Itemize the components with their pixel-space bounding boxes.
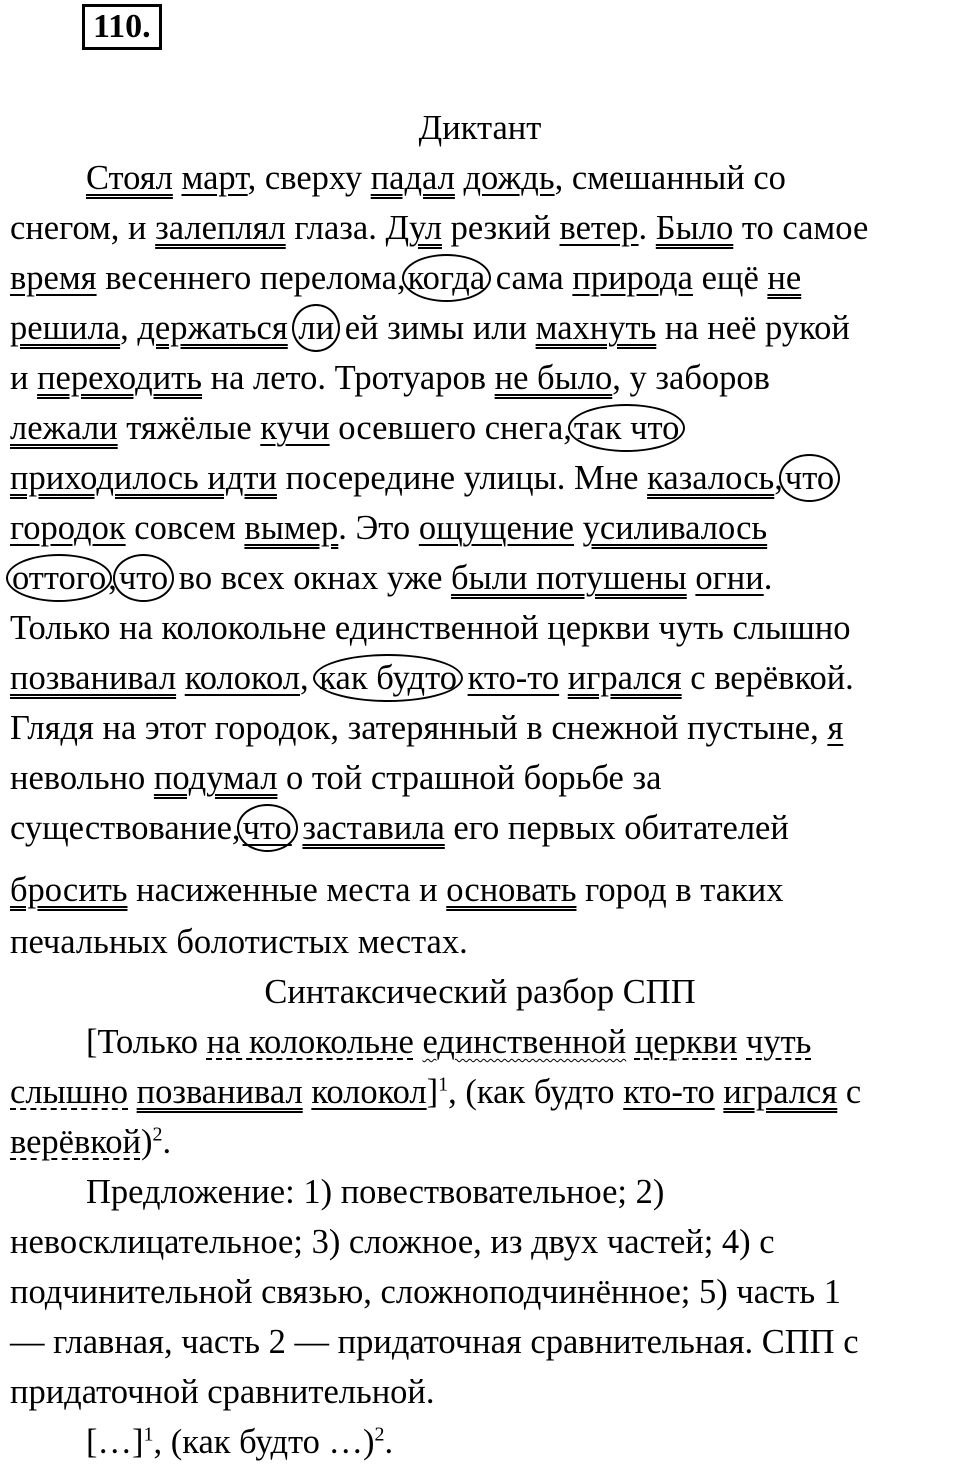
analysis-line-1	[86, 1022, 811, 1062]
text: Глядя на этот городок, затерянный в снежной пустыне,	[10, 709, 828, 747]
object: верёвкой	[10, 1123, 141, 1161]
object: церкви	[634, 1023, 738, 1061]
text: , сверху	[247, 159, 371, 197]
text: сама	[487, 259, 573, 297]
text: [Только	[86, 1023, 207, 1061]
dictation-title: Диктант	[418, 109, 542, 147]
circled-conjunction: как будто	[313, 654, 463, 702]
predicate: падал	[370, 159, 455, 197]
circled-conjunction: что	[779, 454, 840, 502]
predicate: держаться	[137, 309, 288, 347]
text-line-11	[10, 658, 854, 698]
predicate: приходилось идти	[10, 459, 277, 497]
text: , (как будто	[448, 1073, 624, 1111]
subject: кто-то	[467, 659, 560, 697]
text-line-16: печальных болотистых местах.	[10, 923, 468, 961]
text: насиженные места и	[127, 871, 447, 909]
characteristic-line-3: подчинительной связью, сложноподчинённое; 5) часть 1	[10, 1273, 842, 1311]
predicate: основать	[446, 871, 577, 909]
predicate: решила	[10, 309, 121, 347]
predicate: казалось	[647, 459, 775, 497]
subject: природа	[572, 259, 693, 297]
subject: ощущение	[418, 509, 574, 547]
characteristic-line-1: Предложение: 1) повествовательное; 2)	[86, 1173, 665, 1211]
text: тяжёлые	[117, 409, 261, 447]
text: ей зимы или	[336, 309, 536, 347]
predicate: не было	[494, 359, 613, 397]
text: ,	[120, 309, 138, 347]
text: город в таких	[576, 871, 784, 909]
text-line-3	[10, 258, 801, 298]
circled-word: оттого	[6, 554, 112, 602]
predicate: не	[767, 259, 802, 297]
text: его первых обитателей	[444, 809, 789, 847]
predicate: усиливалось	[582, 509, 768, 547]
predicate: игрался	[567, 659, 682, 697]
predicate: позванивал	[136, 1073, 303, 1111]
subject: колокол	[311, 1073, 427, 1111]
text-line-1	[86, 158, 786, 198]
subject: кто-то	[623, 1073, 715, 1111]
predicate: позванивал	[10, 659, 177, 697]
predicate: Стоял	[86, 159, 173, 197]
text: .	[763, 559, 773, 597]
main-clause-bracket: […]	[86, 1423, 144, 1461]
text	[128, 1073, 137, 1111]
text: невольно	[10, 759, 154, 797]
attribute: единственной	[422, 1023, 627, 1061]
text: ]	[426, 1073, 439, 1111]
subject: городок	[10, 509, 126, 547]
circled-subject-word: что	[237, 804, 298, 852]
text: глаза.	[285, 209, 386, 247]
predicate: махнуть	[535, 309, 657, 347]
subordinate-clause-bracket: , (как будто …)	[153, 1423, 375, 1461]
text-line-7	[10, 458, 836, 498]
predicate: лежали	[10, 409, 118, 447]
predicate: заставила	[302, 809, 445, 847]
text-line-14	[10, 808, 789, 848]
subject: огни	[695, 559, 764, 597]
text: на лето. Тротуаров	[202, 359, 495, 397]
text: , у заборов	[612, 359, 770, 397]
predicate: Было	[655, 209, 734, 247]
analysis-line-2	[10, 1072, 861, 1112]
text-line-4	[10, 308, 850, 348]
adverbial: на колокольне	[206, 1023, 414, 1061]
analysis-line-3	[10, 1122, 171, 1162]
text	[176, 659, 185, 697]
text	[626, 1023, 635, 1061]
part-index: 2	[374, 1423, 385, 1446]
text: существование,	[10, 809, 241, 847]
subject: колокол	[184, 659, 301, 697]
text: совсем	[125, 509, 245, 547]
text: то самое	[733, 209, 869, 247]
predicate: Дул	[385, 209, 442, 247]
circled-particle: ли	[292, 304, 340, 352]
text-line-13	[10, 758, 661, 798]
circled-conjunction: когда	[402, 254, 492, 302]
text: ,	[774, 459, 783, 497]
text: посередине улицы. Мне	[276, 459, 648, 497]
subject: март	[181, 159, 248, 197]
characteristic-line-5: придаточной сравнительной.	[10, 1373, 435, 1411]
text: весеннего перелома,	[96, 259, 406, 297]
text: с	[837, 1073, 862, 1111]
text: ещё	[692, 259, 768, 297]
text: с верёвкой.	[681, 659, 854, 697]
text: резкий	[441, 209, 560, 247]
text-line-6	[10, 408, 681, 448]
predicate: переходить	[37, 359, 202, 397]
characteristic-line-4: — главная, часть 2 — придаточная сравнительная. СПП с	[10, 1323, 859, 1361]
text: и	[10, 359, 38, 397]
circled-conjunction: что	[113, 554, 174, 602]
subject: дождь	[463, 159, 555, 197]
text: .	[638, 209, 656, 247]
adverbial: слышно	[10, 1073, 128, 1111]
subject: кучи	[260, 409, 330, 447]
text-line-9	[10, 558, 772, 598]
part-index: 1	[438, 1073, 449, 1096]
text: ,	[300, 659, 318, 697]
text-line-10: Только на колокольне единственной церкви чуть слышно	[10, 609, 851, 647]
text: , смешанный со	[554, 159, 786, 197]
subject: время	[10, 259, 97, 297]
predicate: бросить	[10, 871, 128, 909]
adverbial: чуть	[746, 1023, 812, 1061]
text: )	[140, 1123, 153, 1161]
text-line-5	[10, 358, 770, 398]
text: снегом, и	[10, 209, 156, 247]
exercise-number: 110	[93, 8, 143, 45]
subject: я	[827, 709, 844, 747]
text: осевшего снега,	[329, 409, 572, 447]
text	[559, 659, 568, 697]
text-line-2	[10, 208, 868, 248]
text: о той страшной борьбе за	[277, 759, 662, 797]
text-line-15	[10, 870, 784, 910]
predicate: подумал	[153, 759, 278, 797]
exercise-number-dot: .	[142, 8, 151, 45]
text-line-8	[10, 508, 767, 548]
text-line-12	[10, 708, 843, 748]
text	[455, 159, 464, 197]
exercise-number-box	[82, 4, 162, 50]
text	[459, 659, 468, 697]
text: ,	[108, 559, 117, 597]
characteristic-line-2: невосклицательное; 3) сложное, из двух частей; 4) с	[10, 1223, 775, 1261]
part-index: 2	[152, 1123, 163, 1146]
predicate: были потушены	[451, 559, 687, 597]
predicate: вымер	[244, 509, 339, 547]
analysis-subtitle: Синтаксический разбор СПП	[264, 973, 696, 1011]
circled-conjunction: так что	[568, 404, 685, 452]
predicate: игрался	[723, 1073, 838, 1111]
text: . Это	[338, 509, 419, 547]
subject: ветер	[559, 209, 639, 247]
sentence-scheme	[86, 1422, 393, 1462]
predicate: залеплял	[155, 209, 286, 247]
part-index: 1	[143, 1423, 154, 1446]
text: на неё рукой	[656, 309, 850, 347]
text: .	[162, 1123, 172, 1161]
text	[574, 509, 583, 547]
text: .	[384, 1423, 394, 1461]
text: во всех окнах уже	[170, 559, 452, 597]
text	[737, 1023, 746, 1061]
